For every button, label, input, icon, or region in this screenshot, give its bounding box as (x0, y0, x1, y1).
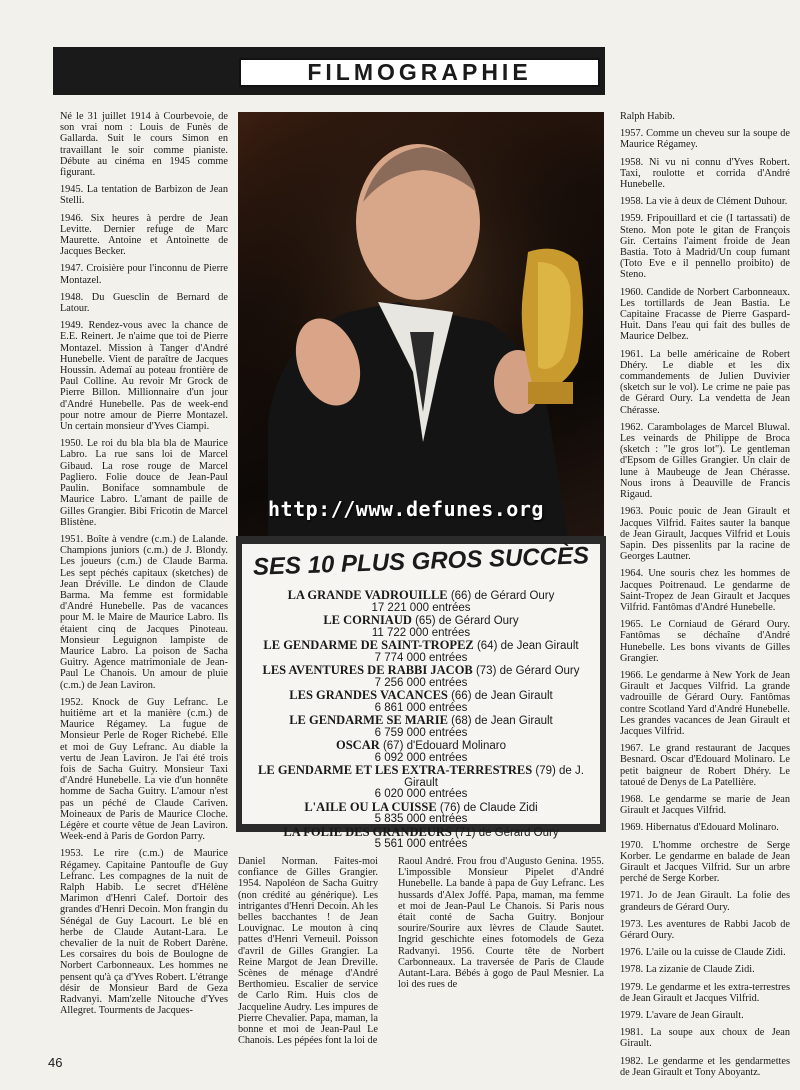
hit-entries: 6 759 000 entrées (374, 726, 468, 739)
hit-entries: 6 861 000 entrées (374, 701, 468, 714)
top-hit-item (242, 590, 600, 614)
filmography-entry: 1981. La soupe aux choux de Jean Girault. (620, 1027, 790, 1050)
top-hit-item (242, 640, 600, 664)
hit-info: (73) de Gérard Oury (472, 665, 580, 677)
hit-entries: 7 774 000 entrées (374, 651, 468, 664)
filmography-entry: 1976. L'aile ou la cuisse de Claude Zidi. (620, 947, 786, 959)
filmography-entry: 1978. La zizanie de Claude Zidi. (620, 964, 755, 976)
hit-entries: 5 561 000 entrées (374, 838, 468, 850)
filmography-entry: 1959. Fripouillard et cie (I tartassati) de Steno. Mon pote le gitan de François Gir. Certains l'aiment froide de Jean Bastia. Toto à Madrid/Un coup fumant (Toto Eve e il pennello proibito) de Steno. (620, 213, 790, 281)
top-hits-list (242, 590, 600, 852)
filmography-entry: 1965. Le Corniaud de Gérard Oury. Fantômas se déchaîne d'André Hunebelle. Les bons vivants de Gilles Grangier. (620, 619, 790, 664)
mid-left-text: Daniel Norman. Faites-moi confiance de Gilles Grangier. 1954. Napoléon de Sacha Guitry (non crédité au générique). Les intrigantes d'Henri Decoin. Ah les belles bacchantes ! de Jean Louvignac. Le mouton à cinq pattes d'Henri Verneuil. Poisson d'avril de Gilles Grangier. La Reine Margot de Jean Dreville. Scènes de ménage d'André Berthomieu. Escalier de service de Carlo Rim. Huis clos de Jacqueline Audry. Les impures de Pierre Chevalier. Papa, maman, la bonne et moi de Jean-Paul Le Chanois. Les pépées font la loi de (238, 856, 378, 1047)
filmography-entry: 1953. Le rire (c.m.) de Maurice Régamey. Capitaine Pantoufle de Guy Lefranc. Les compagnes de la nuit de Ralph Habib. Le secret d'Hélène Marimon d'Henri Calef. Dortoir des grandes d'Henri Decoin. Mon frangin du Sénégal de Guy Lacourt. Le blé en herbe de Claude Autant-Lara. Le chevalier de la nuit de Robert Darène. Les corsaires du bois de Boulogne de Norbert Carbonneaux. Les hommes ne pensent qu'à ça d'Yves Robert. L'étrange désir de Monsieur Bard de Geza Radvanyi. Mam'zelle Nitouche d'Yves Allegret. Tourments de Jacques- (60, 848, 228, 1017)
filmography-entry: 1967. Le grand restaurant de Jacques Besnard. Oscar d'Edouard Molinaro. Le petit baigneur de Robert Dhéry. Le tatoué de Denys de La Patellière. (620, 743, 790, 788)
filmography-entry: 1951. Boîte à vendre (c.m.) de Lalande. Champions juniors (c.m.) de J. Blondy. Les joueurs (c.m.) de Claude Barma. Les sept péchés capitaux (sketches) de Jean Dréville. Le dindon de Claude Barma. Ma femme est formidable d'André Hunebelle. Pas de vacances pour M. le Maire de Maurice Labro. Ils étaient cinq de Jacques Pinoteau. Monsieur Leguignon lampiste de Maurice Labro. La poison de Sacha Guitry. Agence matrimoniale de Jean-Paul Le Chanois. Un amour de pluie (c.m.) de Jean Laviron. (60, 533, 228, 691)
title-box (239, 58, 600, 87)
top-hits-box (236, 536, 606, 850)
hit-info: (79) de J. Girault (404, 765, 584, 789)
hit-info: (66) de Jean Girault (447, 690, 553, 702)
hit-title: LES AVENTURES DE RABBI JACOB (262, 663, 473, 677)
hit-title: L'AILE OU LA CUISSE (304, 799, 437, 814)
hit-info: (66) de Gérard Oury (447, 590, 555, 602)
filmography-entry: 1950. Le roi du bla bla bla de Maurice Labro. La rue sans loi de Marcel Gibaud. La rose rouge de Marcel Pagliero. Folie douce de Jean-Paul Paulin. Boniface somnambule de Maurice Labro. L'amant de paille de Gilles Grangier. Bibi Fricotin de Marcel Blistène. (60, 438, 228, 528)
filmography-entry: 1957. Comme un cheveu sur la soupe de Maurice Régamey. (620, 128, 790, 151)
watermark-url[interactable]: http://www.defunes.org (268, 497, 544, 521)
hit-info: (71) de Gérard Oury (451, 826, 559, 839)
top-hit-item (242, 615, 600, 639)
hit-entries: 6 020 000 entrées (374, 788, 468, 800)
hit-info: (67) d'Edouard Molinaro (379, 740, 506, 752)
hit-title: LE CORNIAUD (323, 613, 412, 627)
filmography-entry: 1968. Le gendarme se marie de Jean Girault et Jacques Vilfrid. (620, 793, 790, 817)
filmography-entry: 1973. Les aventures de Rabbi Jacob de Gérard Oury. (620, 918, 790, 941)
top-hits-title: SES 10 PLUS GROS SUCCÈS (252, 542, 590, 581)
top-hit-item (242, 665, 600, 689)
hit-entries: 5 835 000 entrées (374, 813, 468, 825)
top-hit-item (242, 799, 600, 826)
hit-title: LA FOLIE DES GRANDEURS (283, 824, 452, 839)
filmography-entry: 1958. La vie à deux de Clément Duhour. (620, 196, 788, 208)
hit-info: (68) de Jean Girault (447, 715, 553, 727)
filmography-entry: 1979. Le gendarme et les extra-terrestres de Jean Girault et Jacques Vilfrid. (620, 981, 790, 1004)
page-title: FILMOGRAPHIE (307, 59, 532, 85)
top-hit-item (242, 740, 600, 764)
actor-illustration (238, 112, 604, 536)
filmography-entry: 1945. La tentation de Barbizon de Jean Stelli. (60, 184, 228, 207)
hit-info: (65) de Gérard Oury (411, 615, 519, 627)
filmography-entry: 1964. Une souris chez les hommes de Jacques Poitrenaud. Le gendarme de Saint-Tropez de Jean Girault et Jacques Vilfrid. Fantômas d'André Hunebelle. (620, 568, 790, 613)
hit-title: OSCAR (336, 738, 380, 752)
filmography-entry: 1952. Knock de Guy Lefranc. Le huitième art et la manière (c.m.) de Maurice Régamey. La fugue de Monsieur Perle de Roger Richebé. Elle et moi de Guy Lefranc. Au diable la vertu de Jean Laviron. Je l'ai été trois fois de Sacha Guitry. Monsieur Taxi d'André Hunebelle. La vie d'un honnête homme de Sacha Guitry. L'amour n'est pas un péché de Claude Cariven. Moineaux de Paris de Maurice Cloche. Légère et courte vêtue de Jean Laviron. Week-end à Paris de Gordon Parry. (60, 696, 228, 843)
mid-right-text: Raoul André. Frou frou d'Augusto Genina. 1955. L'impossible Monsieur Pipelet d'André Hunebelle. La bande à papa de Guy Lefranc. Les hussards d'Alex Joffé. Papa, maman, ma femme et moi de Jean-Paul Le Chanois. Si Paris nous était conté de Sacha Guitry. Bonjour sourire/Sourire aux lèvres de Claude Sautet. Ingrid geschichte eines fotomodels de Geza Radvanyi. 1956. Courte tête de Norbert Carbonneaux. La traversée de Paris de Claude Autant-Lara. Bébés à gogo de Paul Mesnier. La loi des rues de (398, 856, 604, 991)
filmography-entry: 1958. Ni vu ni connu d'Yves Robert. Taxi, roulotte et corrida d'André Hunebelle. (620, 156, 790, 191)
filmography-entry: 1970. L'homme orchestre de Serge Korber. Le gendarme en balade de Jean Girault et Jacques Vilfrid. Sur un arbre perché de Serge Korber. (620, 839, 790, 885)
filmography-entry: 1982. Le gendarme et les gendarmettes de Jean Girault et Tony Aboyantz. (620, 1055, 790, 1078)
mid-right-column (398, 856, 604, 990)
filmography-entry: 1960. Candide de Norbert Carbonneaux. Les tortillards de Jean Bastia. Le Capitaine Fracasse de Pierre Gaspard-Huit. Dans l'eau qui fait des bulles de Maurice Delbez. (620, 286, 790, 343)
top-hit-item (242, 765, 600, 801)
hit-entries: 17 221 000 entrées (371, 601, 471, 614)
filmography-entry: 1948. Du Guesclin de Bernard de Latour. (60, 291, 228, 315)
top-hit-item (242, 715, 600, 739)
filmography-entry: 1961. La belle américaine de Robert Dhéry. Le diable et les dix commandements de Julien Duvivier (sketch sur le vol). Le crime ne paie pas de Gérard Oury. La vendetta de Jean Chérasse. (620, 348, 790, 416)
page-number: 46 (48, 1055, 63, 1070)
hit-entries: 7 256 000 entrées (374, 676, 468, 689)
hit-info: (76) de Claude Zidi (436, 801, 538, 814)
hit-title: LE GENDARME SE MARIE (289, 713, 448, 727)
filmography-entry: Ralph Habib. (620, 111, 675, 122)
mid-left-column (238, 856, 378, 1046)
hit-title: LE GENDARME ET LES EXTRA-TERRESTRES (258, 763, 533, 777)
filmography-entry: 1963. Pouic pouic de Jean Girault et Jacques Vilfrid. Faites sauter la banque de Jean Girault, Jacques Vilfrid et Louis Sapin. Des pissenlits par la racine de Georges Lautner. (620, 506, 790, 563)
top-hit-item (242, 824, 600, 851)
hit-info: (64) de Jean Girault (473, 640, 579, 652)
filmography-entry: 1949. Rendez-vous avec la chance de E.E. Reinert. Je n'aime que toi de Pierre Montazel. Mission à Tanger d'André Hunebelle. Vient de paraître de Jacques Houssin. Ademaï au poteau frontière de Paul Colline. Au revoir Mr Grock de Pierre Billon. Millionnaire d'un jour d'André Hunebelle. Pas de week-end pour notre amour de Pierre Montazel. Un certain monsieur d'Yves Ciampi. (60, 320, 228, 433)
right-column (620, 111, 790, 1078)
hit-title: LA GRANDE VADROUILLE (287, 588, 448, 602)
filmography-entry: Né le 31 juillet 1914 à Courbevoie, de son vrai nom : Louis de Funès de Gallarda. Suit le cours Simon en travaillant le soir comme pianiste. Débute au cinéma en 1945 comme figurant. (60, 111, 228, 179)
filmography-entry: 1969. Hibernatus d'Edouard Molinaro. (620, 822, 779, 834)
filmography-entry: 1946. Six heures à perdre de Jean Levitte. Dernier refuge de Marc Maurette. Antoine et Antoinette de Jacques Becker. (60, 212, 228, 258)
filmography-entry: 1962. Carambolages de Marcel Bluwal. Les veinards de Philippe de Broca (sketch : "le gros lot"). Le gentleman d'Epsom de Gilles Grangier. Un clair de lune à Maubeuge de Jean Chérasse. Nous irons à Deauville de Francis Rigaud. (620, 421, 790, 501)
filmography-entry: 1966. Le gendarme à New York de Jean Girault et Jacques Vilfrid. La grande vadrouille de Gérard Oury. Fantômas contre Scotland Yard d'André Hunebelle. Les grandes vacances de Jean Girault et Jacques Vilfrid. (620, 669, 790, 737)
filmography-entry: 1979. L'avare de Jean Girault. (620, 1010, 744, 1022)
left-column (60, 111, 228, 1016)
filmography-entry: 1971. Jo de Jean Girault. La folie des grandeurs de Gérard Oury. (620, 890, 790, 913)
hit-title: LE GENDARME DE SAINT-TROPEZ (263, 638, 474, 652)
actor-photo (238, 112, 604, 536)
hit-entries: 6 092 000 entrées (374, 751, 468, 764)
top-hit-item (242, 690, 600, 714)
filmography-entry: 1947. Croisière pour l'inconnu de Pierre Montazel. (60, 263, 228, 286)
hit-title: LES GRANDES VACANCES (289, 688, 448, 702)
hit-entries: 11 722 000 entrées (371, 626, 471, 639)
header-banner (53, 47, 605, 95)
